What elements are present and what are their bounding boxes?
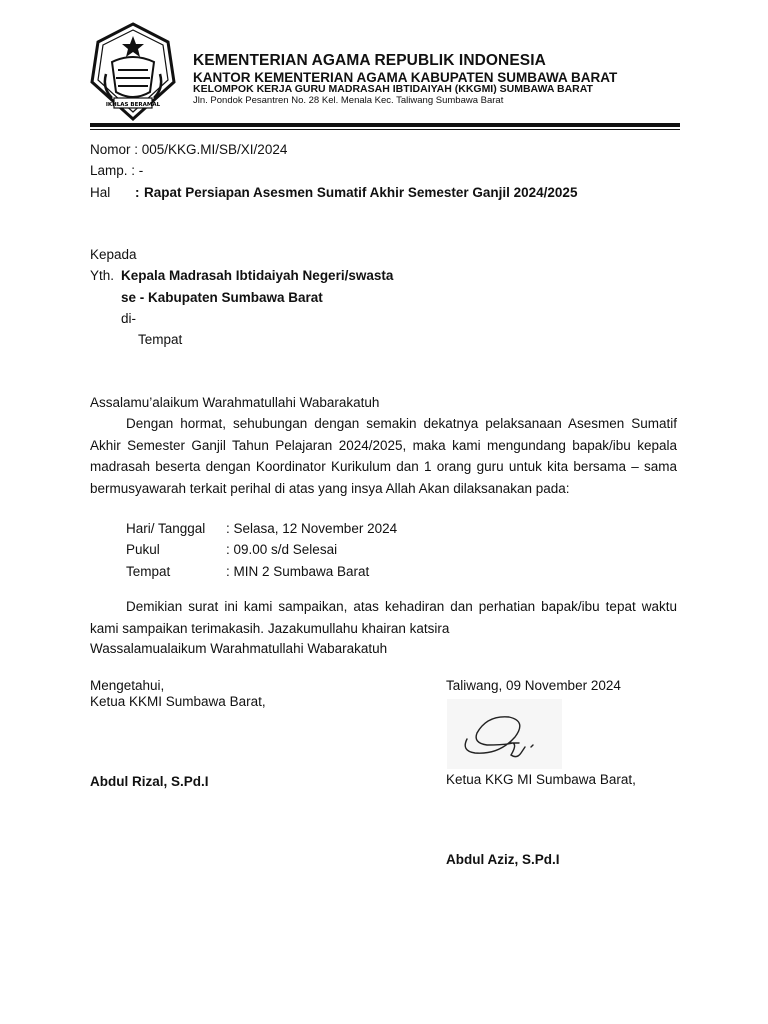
recipient-yth: Yth. [90, 268, 115, 283]
signature-right-name: Abdul Aziz, S.Pd.I [446, 852, 560, 867]
body-paragraph-1-text: Dengan hormat, sehubungan dengan semakin dekatnya pelaksanaan Asesmen Sumatif Akhir Semester Ganjil Tahun Pelajaran 2024/2025, maka kami mengundang bapak/ibu kepala madrasah beserta dengan Koordinator Kurikulum dan 1 orang guru untuk kita bersama – sama bermusyawarah terkait perihal di atas yang insya Allah Akan dilaksanakan pada: [90, 416, 677, 496]
recipient-di: di- [121, 311, 137, 326]
detail-value-time: : 09.00 s/d Selesai [226, 542, 338, 557]
kemenag-logo [88, 22, 178, 122]
detail-value-place: : MIN 2 Sumbawa Barat [226, 564, 370, 579]
letterhead-address: Jln. Pondok Pesantren No. 28 Kel. Menala Kec. Taliwang Sumbawa Barat [193, 95, 504, 106]
closing-salutation: Wassalamualaikum Warahmatullahi Wabarakatuh [90, 641, 388, 656]
letter-subject: Rapat Persiapan Asesmen Sumatif Akhir Semester Ganjil 2024/2025 [144, 185, 578, 200]
signature-left-title: Ketua KKMI Sumbawa Barat, [90, 694, 266, 709]
body-paragraph-1 [90, 413, 677, 499]
recipient-tempat: Tempat [138, 332, 183, 347]
signature-right-date: Taliwang, 09 November 2024 [446, 678, 621, 693]
greeting: Assalamu’alaikum Warahmatullahi Wabarakatuh [90, 395, 380, 410]
signature-right-title: Ketua KKG MI Sumbawa Barat, [446, 772, 636, 787]
letter-attachment: Lamp. : - [90, 163, 144, 178]
body-paragraph-2 [90, 596, 677, 639]
signature-left-name: Abdul Rizal, S.Pd.I [90, 774, 209, 789]
letter-number: Nomor : 005/KKG.MI/SB/XI/2024 [90, 142, 288, 157]
body-paragraph-2-text: Demikian surat ini kami sampaikan, atas kehadiran dan perhatian bapak/ibu tepat waktu kami sampaikan terimakasih. Jazakumullahu khairan katsira [90, 599, 677, 636]
letterhead-ministry: KEMENTERIAN AGAMA REPUBLIK INDONESIA [193, 52, 546, 69]
detail-value-date: : Selasa, 12 November 2024 [226, 521, 398, 536]
signature-left-label: Mengetahui, [90, 678, 165, 693]
header-divider [90, 123, 680, 127]
detail-label-date: Hari/ Tanggal [126, 521, 206, 536]
letterhead-group: KELOMPOK KERJA GURU MADRASAH IBTIDAIYAH (KKGMI) SUMBAWA BARAT [193, 83, 593, 95]
letterhead-office: KANTOR KEMENTERIAN AGAMA KABUPATEN SUMBAWA BARAT [193, 70, 618, 85]
recipient-line1: Kepala Madrasah Ibtidaiyah Negeri/swasta [121, 268, 394, 283]
logo-motto: IKHLAS BERAMAL [105, 102, 161, 108]
letter-subject-colon: : [135, 185, 140, 200]
detail-label-time: Pukul [126, 542, 160, 557]
header-divider-thin [90, 129, 680, 130]
recipient-line2: se - Kabupaten Sumbawa Barat [121, 290, 323, 305]
letter-subject-label: Hal [90, 185, 111, 200]
detail-label-place: Tempat [126, 564, 171, 579]
recipient-kepada: Kepada [90, 247, 137, 262]
handwritten-signature [447, 699, 562, 769]
